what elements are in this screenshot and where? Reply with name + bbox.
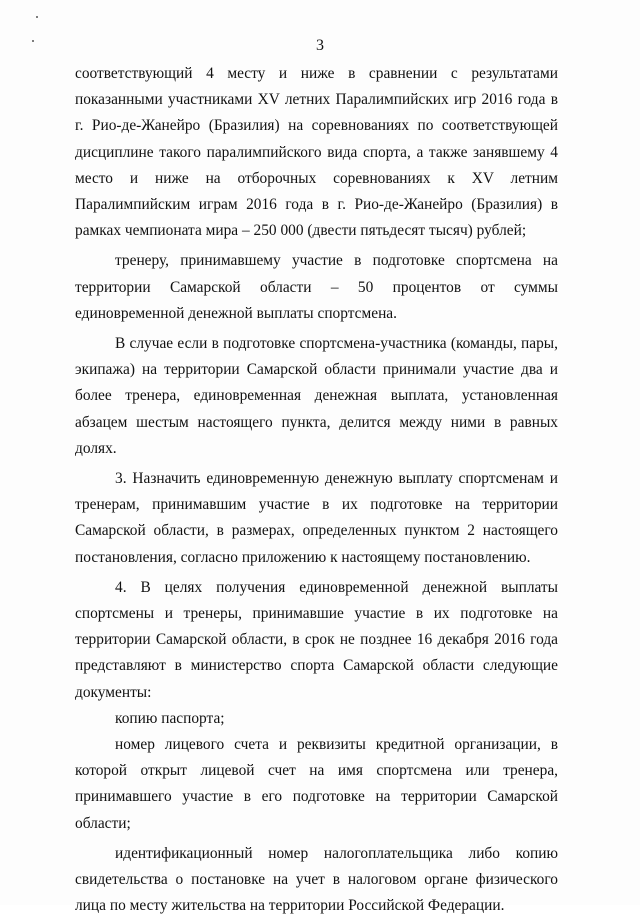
paragraph-item-3: 3. Назначить единовременную денежную выплату спортсменам и тренерам, принимавшим участие в их подготовке на территории Самарской области, в размерах, определенных пунктом 2 настоящего постановления, согласно приложению к настоящему постановлению. [75,470,558,566]
list-item-passport: копию паспорта; [115,709,225,727]
page-number: 3 [316,37,324,54]
paragraph-multiple-coaches: В случае если в подготовке спортсмена-участника (команды, пары, экипажа) на территории Самарской области принимали участие два и более тренера, единовременная денежная выплата, установленная абзацем шестым настоящего пункта, делится между ними в равных долях. [75,335,558,457]
scan-speck [36,16,38,18]
document-body [75,61,558,920]
paragraph-coach-payment: тренеру, принимавшему участие в подготовке спортсмена на территории Самарской области – 50 процентов от суммы единовременной денежной выплаты спортсмена. [75,252,558,322]
paragraph-continuation: соответствующий 4 месту и ниже в сравнении с результатами показанными участниками XV летних Паралимпийских игр 2016 года в г. Рио-де-Жанейро (Бразилия) на соревнованиях по соответствующей дисциплине такого паралимпийского вида спорта, а также занявшему 4 место и ниже на отборочных соревнованиях к XV летним Паралимпийским играм 2016 года в г. Рио-де-Жанейро (Бразилия) в рамках чемпионата мира – 250 000 (двести пятьдесят тысяч) рублей; [75,65,558,240]
list-item-inn: идентификационный номер налогоплательщика либо копию свидетельства о постановке на учет в налоговом органе физического лица по месту жительства на территории Российской Федерации. [75,844,558,915]
paragraph-item-4: 4. В целях получения единовременной денежной выплаты спортсмены и тренеры, принимавшие участие в их подготовке на территории Самарской области, в срок не позднее 16 декабря 2016 года представляют в министерство спорта Самарской области следующие документы: [75,578,558,701]
list-item-account: номер лицевого счета и реквизиты кредитной организации, в которой открыт лицевой счет на имя спортсмена или тренера, принимавшего участие в его подготовке на территории Самарской области; [75,736,558,832]
